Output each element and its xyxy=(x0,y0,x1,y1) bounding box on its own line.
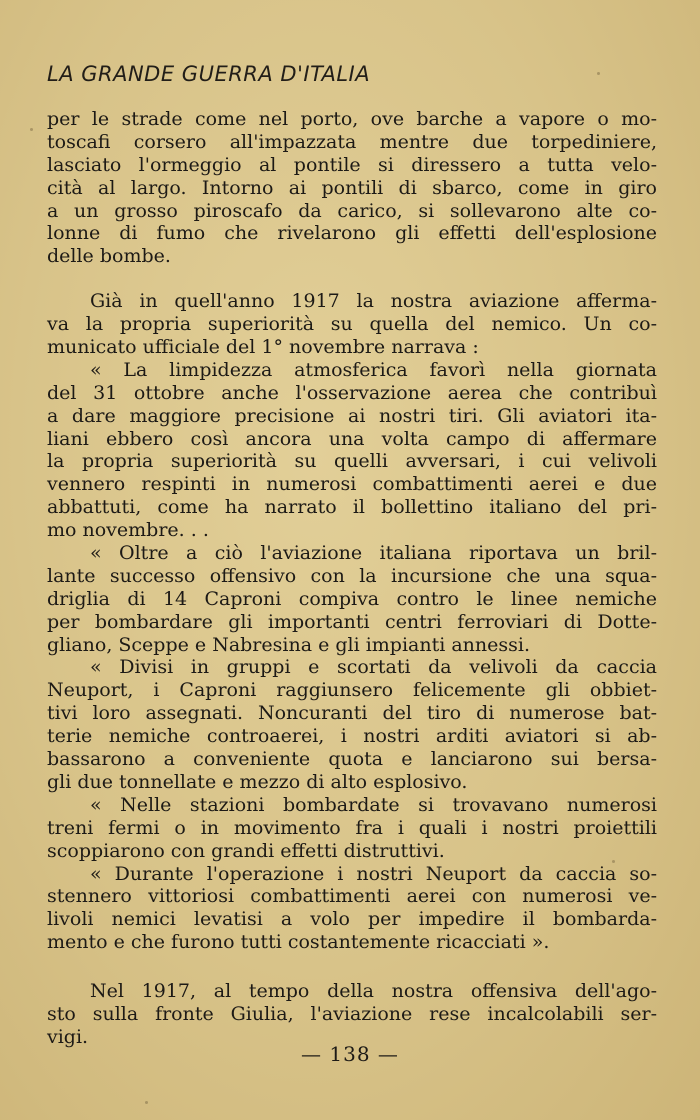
text-line: per le strade come nel porto, ove barche a vapore o mo- xyxy=(47,108,657,130)
text-line: livoli nemici levatisi a volo per impedire il bombarda- xyxy=(47,908,657,931)
text-line: a un grosso piroscafo da carico, si sollevarono alte co- xyxy=(47,199,657,222)
text-line: « Oltre a ciò l'aviazione italiana riportava un bril- xyxy=(90,542,657,565)
text-line: scoppiarono con grandi effetti distruttivi. xyxy=(47,839,445,862)
text-line: terie nemiche controaerei, i nostri arditi aviatori si ab- xyxy=(47,725,657,748)
paragraph xyxy=(47,980,657,1049)
text-line: per bombardare gli importanti centri ferroviari di Dotte- xyxy=(47,610,657,633)
text-line: toscafi corsero all'impazzata mentre due torpediniere, xyxy=(47,130,657,153)
text-line: gli due tonnellate e mezzo di alto esplosivo. xyxy=(47,770,468,793)
text-line: « La limpidezza atmosferica favorì nella giornata xyxy=(90,358,657,381)
text-line: treni fermi o in movimento fra i quali i nostri proiettili xyxy=(47,816,657,839)
quoted-paragraph xyxy=(47,542,657,656)
quoted-paragraph xyxy=(47,359,657,542)
paragraph xyxy=(47,108,657,268)
text-line: del 31 ottobre anche l'osservazione aerea che contribuì xyxy=(47,381,657,404)
text-line: gliano, Sceppe e Nabresina e gli impianti annessi. xyxy=(47,633,531,656)
text-line: va la propria superiorità su quella del nemico. Un co- xyxy=(47,313,657,336)
text-line: a dare maggiore precisione ai nostri tiri. Gli aviatori ita- xyxy=(47,404,657,427)
page-number: — 138 — xyxy=(301,1042,399,1066)
paper-speck xyxy=(612,860,615,863)
text-line: vennero respinti in numerosi combattimenti aerei e due xyxy=(47,473,657,496)
text-line: delle bombe. xyxy=(47,245,171,268)
text-line: lasciato l'ormeggio al pontile si diressero a tutta velo- xyxy=(47,153,657,176)
text-line: lonne di fumo che rivelarono gli effetti dell'esplosione xyxy=(47,222,657,245)
paper-speck xyxy=(145,1101,148,1104)
text-line: bassarono a conveniente quota e lanciarono sui bersa- xyxy=(47,748,657,771)
quoted-paragraph xyxy=(47,863,657,955)
paragraph xyxy=(47,290,657,359)
text-line: Già in quell'anno 1917 la nostra aviazione afferma- xyxy=(90,290,657,313)
text-line: Neuport, i Caproni raggiunsero felicemente gli obbiet- xyxy=(47,679,657,702)
quoted-paragraph xyxy=(47,656,657,793)
text-line: lante successo offensivo con la incursione che una squa- xyxy=(47,564,657,587)
text-line: stennero vittoriosi combattimenti aerei con numerosi ve- xyxy=(47,885,657,908)
text-line: mento e che furono tutti costantemente ricacciati ». xyxy=(47,931,550,954)
text-line: la propria superiorità su quelli avversari, i cui velivoli xyxy=(47,450,657,473)
text-line: sto sulla fronte Giulia, l'aviazione rese incalcolabili ser- xyxy=(47,1002,657,1025)
page-body xyxy=(47,108,657,1049)
paragraph-gap xyxy=(47,268,657,290)
text-line: « Divisi in gruppi e scortati da velivoli da caccia xyxy=(90,656,657,679)
quoted-paragraph xyxy=(47,794,657,863)
text-line: tivi loro assegnati. Noncuranti del tiro di numerose bat- xyxy=(47,702,657,725)
text-line: « Durante l'operazione i nostri Neuport da caccia so- xyxy=(90,862,657,885)
text-line: vigi. xyxy=(47,1025,89,1048)
text-line: « Nelle stazioni bombardate si trovavano numerosi xyxy=(90,793,657,816)
text-line: municato ufficiale del 1° novembre narrava : xyxy=(47,336,479,359)
text-line: abbattuti, come ha narrato il bollettino italiano del pri- xyxy=(47,496,657,519)
text-line: mo novembre. . . xyxy=(47,519,209,542)
text-line: cità al largo. Intorno ai pontili di sbarco, come in giro xyxy=(47,176,657,199)
paragraph-gap xyxy=(47,954,657,980)
text-line: driglia di 14 Caproni compiva contro le linee nemiche xyxy=(47,587,657,610)
running-header: LA GRANDE GUERRA D'ITALIA xyxy=(47,62,371,86)
text-line: Nel 1917, al tempo della nostra offensiva dell'ago- xyxy=(90,980,657,1003)
text-line: liani ebbero così ancora una volta campo di affermare xyxy=(47,427,657,450)
paper-speck xyxy=(30,128,33,131)
paper-speck xyxy=(597,72,600,75)
